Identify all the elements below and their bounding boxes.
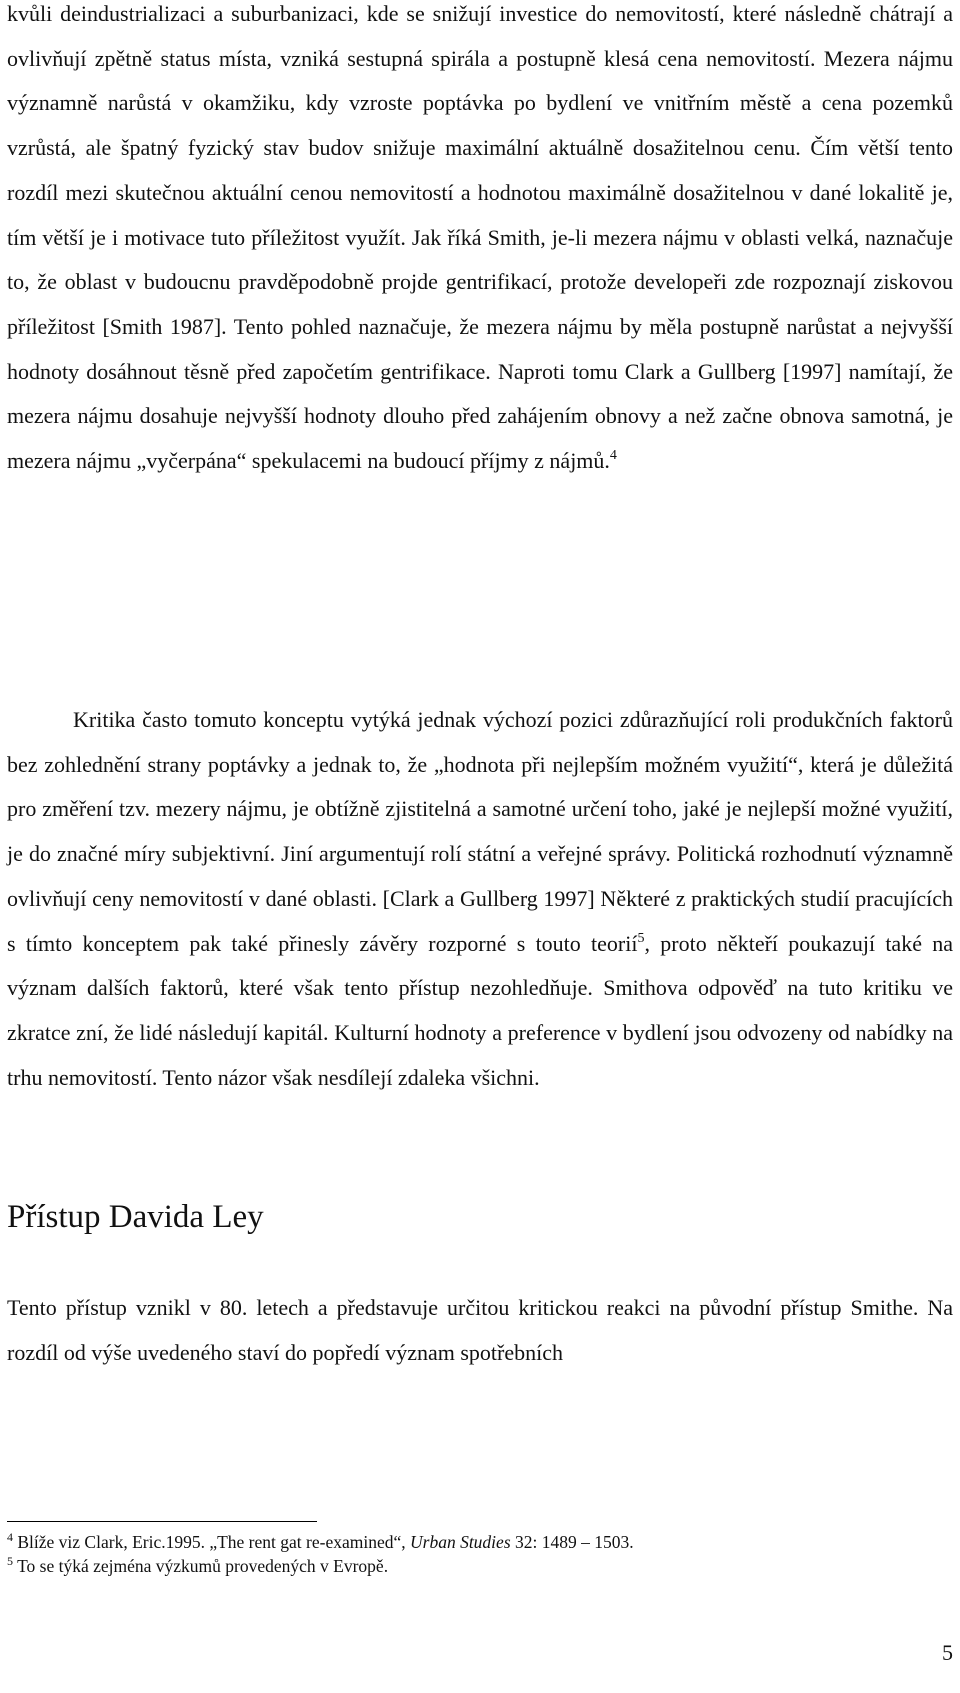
footnote-text: To se týká zejména výzkumů provedených v Evropě. — [17, 1556, 389, 1576]
footnote-text: Blíže viz Clark, Eric.1995. „The rent gat re-examined“, — [17, 1532, 410, 1552]
footnote-number: 4 — [7, 1530, 13, 1544]
section-heading: Přístup Davida Ley — [7, 1199, 264, 1235]
footnote-number: 5 — [7, 1554, 13, 1568]
paragraph-text: Kritika často tomuto konceptu vytýká jednak výchozí pozici zdůrazňující roli produkčních faktorů bez zohlednění strany poptávky a jednak to, že „hodnota při nejlepším možném využití“, která je důležitá pro změření tzv. mezery nájmu, je obtížně zjistitelná a samotné určení toho, jaké je nejlepší možné využití, je do značné míry subjektivní. Jiní argumentují rolí státní a veřejné správy. Politická rozhodnutí významně ovlivňují ceny nemovitostí v dané oblasti. [Clark a Gullberg 1997] Některé z praktických studií pracujících s tímto konceptem pak také přinesly závěry rozporné s touto teorií — [7, 707, 953, 956]
body-paragraph: Tento přístup vznikl v 80. letech a představuje určitou kritickou reakci na původní přístup Smithe. Na rozdíl od výše uvedeného staví do popředí význam spotřebních — [7, 1295, 953, 1365]
page-number: 5 — [942, 1640, 953, 1665]
footnote-reference: 4 — [609, 448, 617, 464]
footnote-divider — [7, 1521, 317, 1522]
paragraph-text: , proto někteří poukazují také na význam dalších faktorů, které však tento přístup nezohledňuje. Smithova odpověď na tuto kritiku ve zkratce zní, že lidé následují kapitál. Kulturní hodnoty a preference v bydlení jsou odvozeny od nabídky na trhu nemovitostí. Tento názor však nesdílejí zdaleka všichni. — [7, 930, 953, 1090]
footnote-reference: 5 — [637, 930, 645, 946]
paragraph-text: kvůli deindustrializaci a suburbanizaci, kde se snižují investice do nemovitostí, které následně chátrají a ovlivňují zpětně status místa, vzniká sestupná spirála a postupně klesá cena nemovitostí. Mezera nájmu významně narůstá v okamžiku, kdy vzroste poptávka po bydlení ve vnitřním městě a cena pozemků vzrůstá, ale špatný fyzický stav budov snižuje maximální aktuálně dosažitelnou cenu. Čím větší tento rozdíl mezi skutečnou aktuální cenou nemovitostí a hodnotou maximálně dosažitelnou v dané lokalitě je, tím větší je i motivace tuto příležitost využít. Jak říká Smith, je-li mezera nájmu v oblasti velká, naznačuje to, že oblast v budoucnu pravděpodobně projde gentrifikací, protože developeři zde rozpoznají ziskovou příležitost [Smith 1987]. Tento pohled naznačuje, že mezera nájmu by měla postupně narůstat a nejvyšší hodnoty dosáhnout těsně před započetím gentrifikace. Naproti tomu Clark a Gullberg [1997] namítají, že mezera nájmu dosahuje nejvyšší hodnoty dlouho před zahájením obnovy a než začne obnova samotná, je mezera nájmu „vyčerpána“ spekulacemi na budoucí příjmy z nájmů. — [7, 1, 953, 474]
body-paragraph — [7, 0, 953, 484]
footnote — [7, 1555, 388, 1577]
body-paragraph — [7, 698, 953, 1100]
footnote — [7, 1531, 634, 1553]
journal-title: Urban Studies — [410, 1532, 511, 1552]
footnote-text: 32: 1489 – 1503. — [510, 1532, 634, 1552]
